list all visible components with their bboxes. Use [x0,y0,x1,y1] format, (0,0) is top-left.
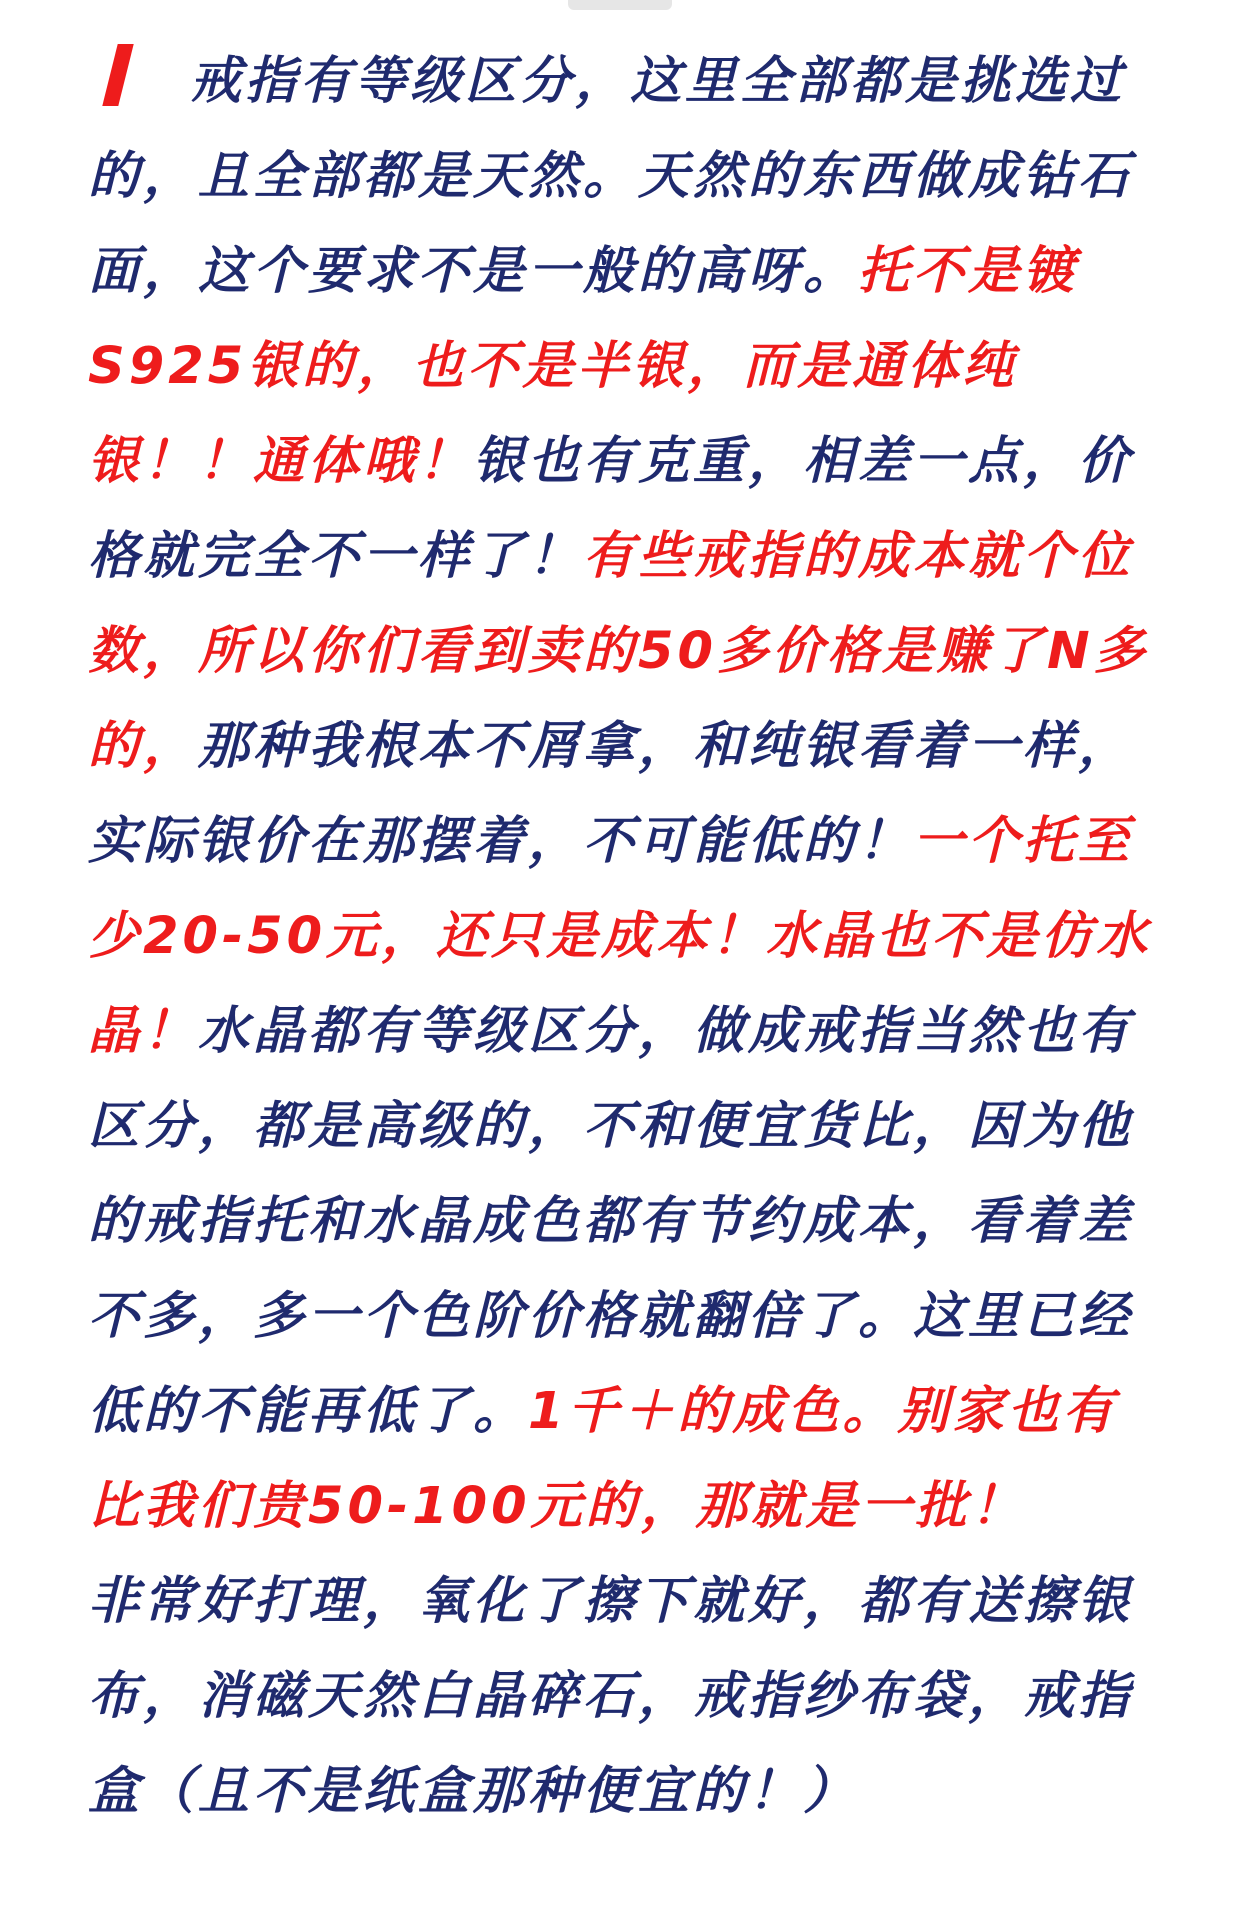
text-segment: 戒指有等级区分，这里全部都是挑选过的，且全部都是天然。天然的东西做成钻石面，这个要求不是一般的高呀。 [88,52,1134,301]
text-segment: 那种我根本不屑拿，和纯银看着一样，实际银价在那摆着，不可能低的！ [88,717,1134,871]
drag-handle[interactable] [568,0,672,10]
highlight-segment: 一个托至少20-50元，还只是成本！水晶也不是仿水晶！ [88,812,1152,1061]
text-segment: 水晶都有等级区分，做成戒指当然也有区分，都是高级的，不和便宜货比，因为他的戒指托和水晶成色都有节约成本，看着差不多，多一个色阶价格就翻倍了。这里已经低的不能再低了。 [88,1002,1134,1441]
article-text [88,34,1168,1839]
text-segment: 非常好打理，氧化了擦下就好，都有送擦银布，消磁天然白晶碎石，戒指纱布袋，戒指盒（且不是纸盒那种便宜的！） [88,1572,1134,1821]
text-segment: 银也有克重，相差一点，价格就完全不一样了！ [88,432,1134,586]
highlight-segment: 1千＋的成色。别家也有比我们贵50-100元的，那就是一批！ [88,1382,1118,1536]
highlight-segment: 有些戒指的成本就个位数，所以你们看到卖的50多价格是赚了N多的， [88,527,1149,776]
highlight-segment: 托不是镀S925银的，也不是半银，而是通体纯银！！通体哦！ [88,242,1079,491]
